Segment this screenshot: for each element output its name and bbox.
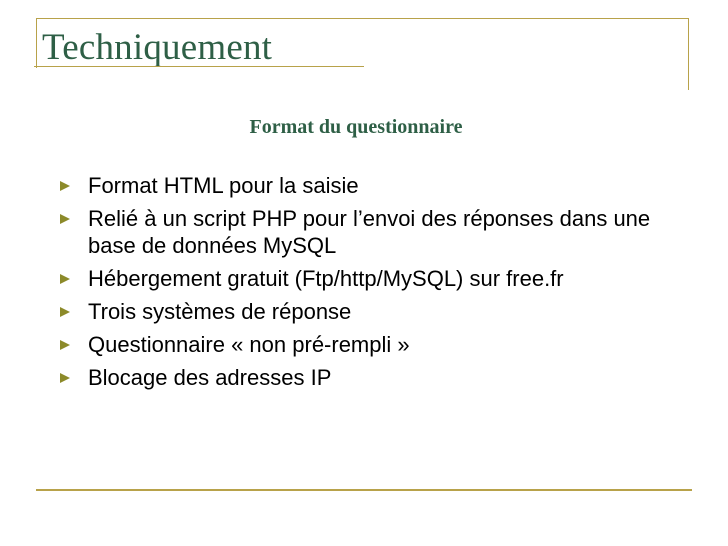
triangle-bullet-icon (60, 373, 70, 383)
bullet-item (88, 331, 688, 358)
bullet-item (88, 172, 688, 199)
bullet-list (88, 172, 688, 397)
bullet-item (88, 298, 688, 325)
triangle-bullet-icon (60, 307, 70, 317)
triangle-bullet-icon (60, 274, 70, 284)
bullet-text: Relié à un script PHP pour l’envoi des réponses dans une base de données MySQL (88, 206, 651, 258)
triangle-bullet-icon (60, 181, 70, 191)
frame-left-line (36, 18, 37, 68)
bullet-text: Hébergement gratuit (Ftp/http/MySQL) sur free.fr (88, 266, 564, 291)
bullet-text: Format HTML pour la saisie (88, 173, 359, 198)
bullet-text: Trois systèmes de réponse (88, 299, 352, 324)
bullet-item (88, 265, 688, 292)
title-underline (34, 66, 364, 67)
bottom-rule (36, 489, 692, 491)
frame-top-line (36, 18, 688, 19)
slide-subtitle: Format du questionnaire (249, 116, 463, 138)
bullet-text: Questionnaire « non pré-rempli » (88, 332, 410, 357)
triangle-bullet-icon (60, 214, 70, 224)
bullet-item (88, 205, 688, 259)
bullet-text: Blocage des adresses IP (88, 365, 332, 390)
frame-right-line (688, 18, 689, 90)
triangle-bullet-icon (60, 340, 70, 350)
bullet-item (88, 364, 688, 391)
slide-title: Techniquement (42, 27, 273, 68)
